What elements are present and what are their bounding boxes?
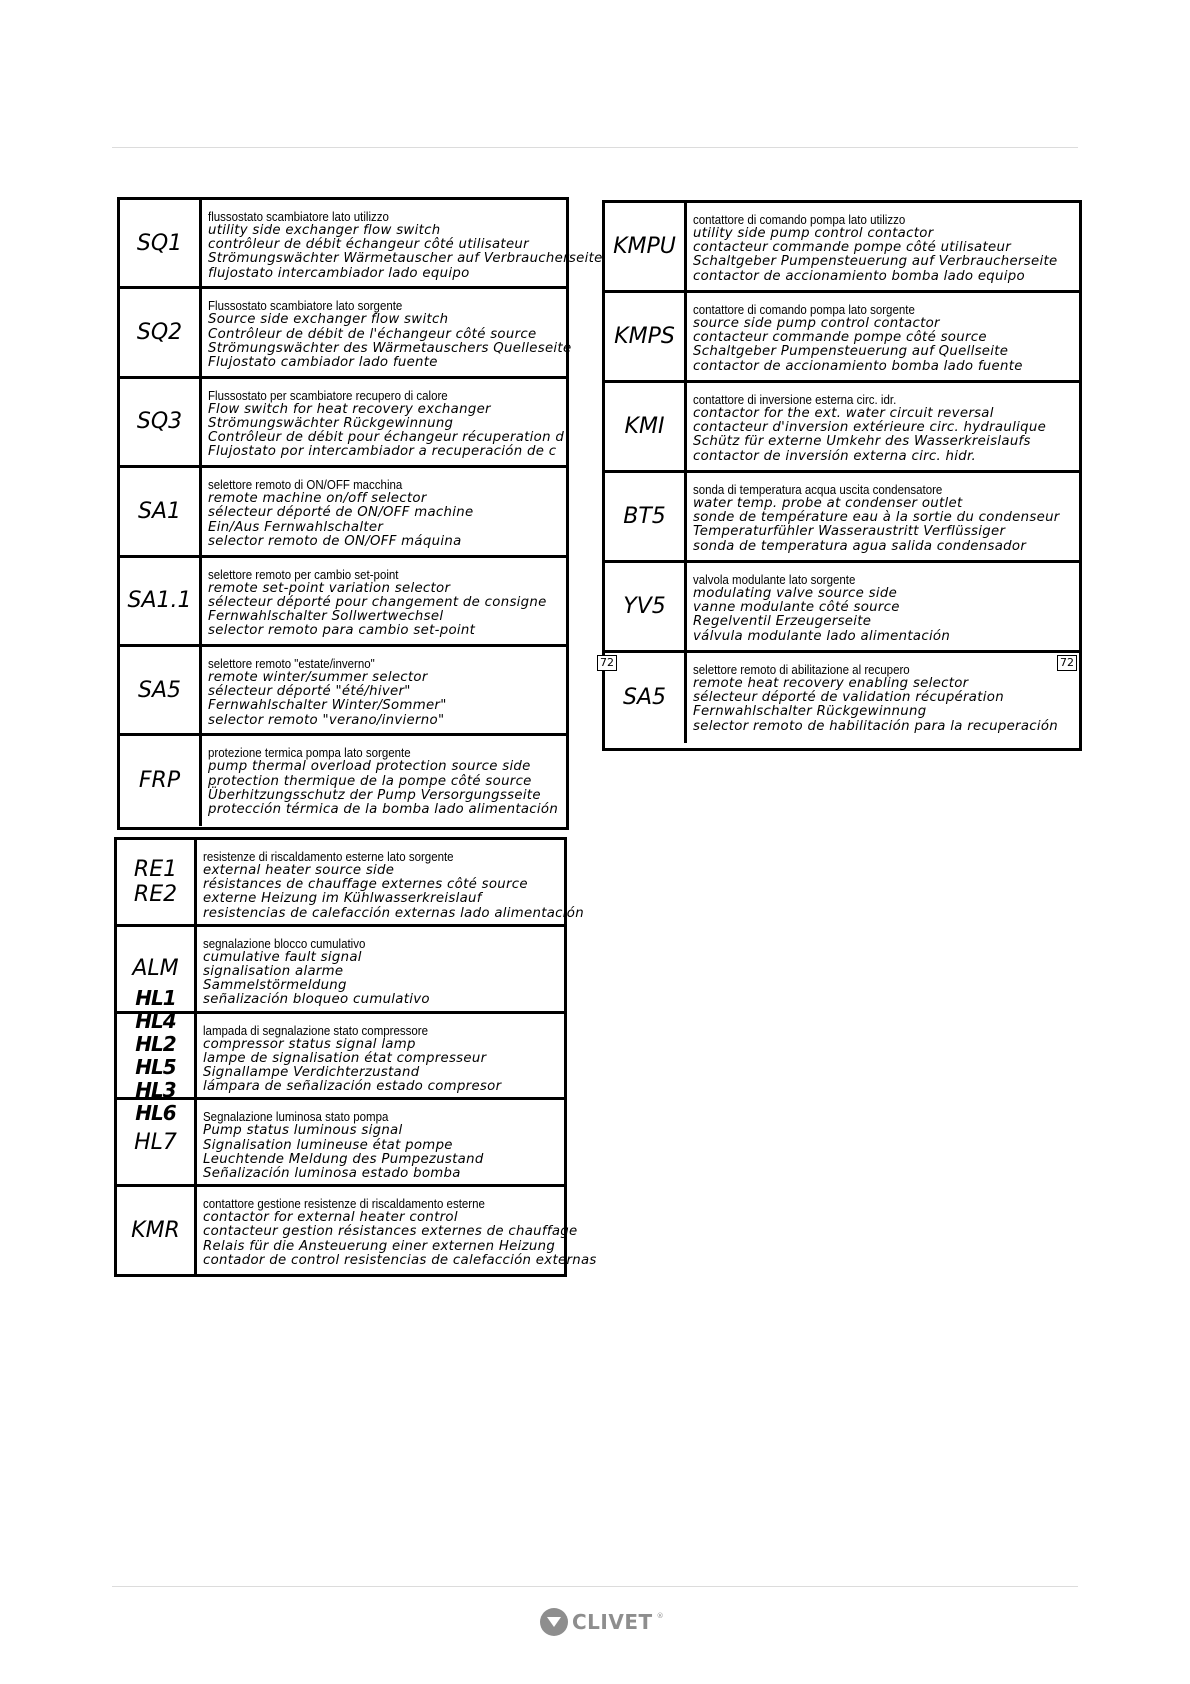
description-translation: sélecteur déporté de ON/OFF machine: [208, 505, 474, 521]
description-translation: selector remoto de habilitación para la recuperación: [693, 718, 1059, 734]
description-italian: Flussostato per scambiatore recupero di calore: [208, 388, 448, 403]
legend-table-right: [602, 200, 1082, 751]
component-code: KMPS: [605, 293, 687, 380]
component-description: [197, 1187, 603, 1274]
description-italian: selettore remoto "estate/inverno": [208, 656, 375, 671]
description-translation: modulating valve source side: [693, 586, 898, 601]
description-translation: Sammelstörmeldung: [203, 978, 347, 994]
description-translation: señalización bloqueo cumulativo: [203, 992, 430, 1008]
description-translation: contactor de accionamiento bomba lado equipo: [693, 268, 1025, 284]
description-translation: Contrôleur de débit pour échangeur récuperation d: [208, 430, 565, 446]
legend-row: [120, 289, 572, 378]
component-description: [197, 1014, 564, 1098]
description-translation: selector remoto para cambio set-point: [208, 623, 476, 639]
component-code: ALM: [117, 927, 197, 1011]
component-description: [687, 203, 1079, 290]
component-description: [202, 200, 609, 286]
description-translation: externe Heizung im Kühlwasserkreislauf: [203, 891, 482, 907]
component-code: SA5: [605, 653, 687, 743]
description-translation: contacteur commande pompe côté source: [693, 330, 987, 346]
component-code: KMPU: [605, 203, 687, 290]
description-translation: remote heat recovery enabling selector: [693, 676, 969, 691]
description-translation: contacteur d'inversion extérieure circ. hydraulique: [693, 420, 1047, 436]
component-description: [202, 468, 566, 554]
description-translation: source side pump control contactor: [693, 316, 940, 331]
component-code: RE1 RE2: [117, 840, 197, 924]
description-translation: contactor for the ext. water circuit reversal: [693, 406, 994, 421]
description-translation: Flujostato cambiador lado fuente: [208, 355, 438, 370]
description-italian: protezione termica pompa lato sorgente: [208, 746, 411, 761]
component-description: [687, 383, 1079, 470]
description-translation: sonde de température eau à la sortie du condenseur: [693, 510, 1060, 526]
description-translation: Strömungswächter Wärmetauscher auf Verbraucherseite: [208, 251, 603, 267]
legend-row: [605, 383, 1079, 473]
description-translation: Contrôleur de débit de l'échangeur côté source: [208, 326, 537, 342]
description-translation: lampe de signalisation état compresseur: [203, 1050, 487, 1066]
description-translation: Strömungswächter Rückgewinnung: [208, 415, 454, 431]
legend-row: [605, 203, 1079, 293]
component-description: [687, 653, 1079, 743]
description-translation: Signallampe Verdichterzustand: [203, 1065, 420, 1080]
description-translation: Temperaturfühler Wasseraustritt Verflüssiger: [693, 524, 1006, 540]
description-translation: Überhitzungsschutz der Pump Versorgungsseite: [208, 787, 541, 803]
description-translation: sélecteur déporté de validation récupération: [693, 690, 1004, 706]
description-italian: Segnalazione luminosa stato pompa: [203, 1110, 389, 1125]
component-code: BT5: [605, 473, 687, 560]
description-translation: Strömungswächter des Wärmetauschers Quelleseite: [208, 340, 572, 356]
description-translation: Regelventil Erzeugerseite: [693, 614, 872, 630]
legend-row: [117, 1187, 597, 1274]
component-description: [687, 293, 1079, 380]
legend-row: [117, 1100, 564, 1187]
component-code: SQ3: [120, 379, 202, 465]
component-code: SA1.1: [120, 558, 202, 644]
description-translation: external heater source side: [203, 863, 395, 878]
brand-name: CLIVET: [572, 1610, 653, 1634]
description-translation: Flujostato por intercambiador a recuperación de c: [208, 444, 557, 460]
component-description: [197, 1100, 564, 1184]
sheet-reference-tag: 72: [1057, 655, 1077, 671]
component-description: [202, 647, 566, 733]
brand-logo: [540, 1608, 664, 1636]
description-translation: selector remoto de ON/OFF máquina: [208, 533, 462, 549]
description-translation: water temp. probe at condenser outlet: [693, 496, 963, 511]
legend-table-left-top: [117, 197, 603, 830]
description-italian: valvola modulante lato sorgente: [693, 573, 856, 587]
description-translation: sonda de temperatura agua salida condensador: [693, 538, 1027, 554]
registered-mark: ®: [656, 1612, 664, 1620]
component-code: SQ1: [120, 200, 202, 286]
description-translation: Ein/Aus Fernwahlschalter: [208, 519, 384, 535]
description-translation: pump thermal overload protection source side: [208, 759, 531, 775]
description-italian: sonda di temperatura acqua uscita condensatore: [693, 483, 943, 497]
component-code: HL7: [117, 1100, 197, 1184]
description-italian: contattore di inversione esterna circ. idr.: [693, 393, 897, 407]
component-code: SA1: [120, 468, 202, 554]
description-translation: Schütz für externe Umkehr des Wasserkreislaufs: [693, 434, 1031, 450]
description-italian: lampada di segnalazione stato compressore: [203, 1023, 429, 1038]
header-rule: [112, 147, 1078, 148]
description-italian: selettore remoto di abilitazione al recupero: [693, 663, 910, 677]
legend-row: [605, 473, 1079, 563]
description-translation: lámpara de señalización estado compresor: [203, 1079, 502, 1095]
sheet-reference-tag: 72: [597, 655, 617, 671]
legend-row: [120, 200, 603, 289]
description-translation: Schaltgeber Pumpensteuerung auf Verbraucherseite: [693, 254, 1058, 270]
description-translation: cumulative fault signal: [203, 949, 362, 965]
description-translation: Leuchtende Meldung des Pumpezustand: [203, 1151, 484, 1167]
description-translation: Relais für die Ansteuerung einer externen Heizung: [203, 1238, 556, 1254]
description-translation: Schaltgeber Pumpensteuerung auf Quellseite: [693, 344, 1009, 360]
description-translation: flujostato intercambiador lado equipo: [208, 265, 470, 281]
description-translation: Signalisation lumineuse état pompe: [203, 1137, 453, 1153]
description-translation: signalisation alarme: [203, 964, 344, 979]
legend-table-left-bottom: [114, 837, 597, 1277]
description-translation: protección térmica de la bomba lado alimentación: [208, 801, 559, 817]
component-code: KMR: [117, 1187, 197, 1274]
description-translation: utility side pump control contactor: [693, 226, 934, 241]
legend-row: [120, 558, 566, 647]
description-italian: contattore di comando pompa lato sorgente: [693, 303, 915, 317]
component-code: YV5: [605, 563, 687, 650]
description-translation: sélecteur déporté pour changement de consigne: [208, 594, 547, 610]
description-italian: selettore remoto di ON/OFF macchina: [208, 478, 403, 493]
description-translation: remote winter/summer selector: [208, 669, 428, 685]
description-translation: vanne modulante côté source: [693, 600, 900, 616]
component-description: [197, 927, 564, 1011]
component-code: SQ2: [120, 289, 202, 375]
description-translation: contacteur gestion résistances externes de chauffage: [203, 1224, 578, 1240]
legend-row: [605, 563, 1079, 653]
description-translation: Fernwahlschalter Winter/Sommer": [208, 698, 447, 714]
description-translation: Fernwahlschalter Rückgewinnung: [693, 704, 927, 720]
legend-row: [600, 653, 1079, 743]
description-translation: sélecteur déporté "été/hiver": [208, 684, 411, 700]
description-italian: Flussostato scambiatore lato sorgente: [208, 299, 403, 314]
description-italian: contattore gestione resistenze di riscaldamento esterne: [203, 1197, 485, 1212]
legend-row: [120, 736, 566, 825]
component-code: KMI: [605, 383, 687, 470]
component-description: [197, 840, 590, 924]
description-translation: résistances de chauffage externes côté source: [203, 877, 528, 893]
description-translation: contactor for external heater control: [203, 1210, 458, 1226]
description-italian: resistenze di riscaldamento esterne lato sorgente: [203, 850, 454, 864]
component-description: [687, 473, 1079, 560]
description-translation: resistencias de calefacción externas lado alimentación: [203, 905, 584, 921]
description-translation: utility side exchanger flow switch: [208, 223, 441, 238]
description-translation: Flow switch for heat recovery exchanger: [208, 401, 491, 417]
component-code: FRP: [120, 736, 202, 825]
description-translation: Fernwahlschalter Sollwertwechsel: [208, 608, 444, 624]
legend-row: [120, 468, 566, 557]
description-translation: contacteur commande pompe côté utilisateur: [693, 240, 1011, 256]
component-description: [202, 289, 577, 375]
description-italian: flussostato scambiatore lato utilizzo: [208, 210, 389, 224]
component-description: [687, 563, 1079, 650]
component-code: HL1 HL4 HL2 HL5 HL3 HL6: [117, 1014, 197, 1098]
description-translation: remote set-point variation selector: [208, 580, 451, 596]
legend-row: [120, 647, 566, 736]
description-translation: selector remoto "verano/invierno": [208, 712, 445, 728]
clivet-logo-icon: [540, 1608, 568, 1636]
description-translation: válvula modulante lado alimentación: [693, 628, 951, 644]
component-description: [202, 558, 566, 644]
description-translation: protection thermique de la pompe côté source: [208, 773, 532, 789]
description-translation: Source side exchanger flow switch: [208, 312, 449, 328]
description-translation: contador de control resistencias de calefacción externas: [203, 1252, 597, 1268]
footer-rule: [112, 1586, 1078, 1587]
component-description: [202, 379, 570, 465]
description-translation: contactor de accionamiento bomba lado fuente: [693, 358, 1023, 374]
component-code: SA5: [120, 647, 202, 733]
description-italian: selettore remoto per cambio set-point: [208, 567, 399, 582]
description-translation: contactor de inversión externa circ. hidr.: [693, 448, 977, 464]
description-translation: compressor status signal lamp: [203, 1036, 416, 1052]
description-translation: contrôleur de débit échangeur côté utilisateur: [208, 237, 529, 253]
component-description: [202, 736, 566, 825]
legend-row: [605, 293, 1079, 383]
description-italian: contattore di comando pompa lato utilizzo: [693, 213, 906, 227]
description-italian: segnalazione blocco cumulativo: [203, 936, 366, 951]
legend-row: [120, 379, 566, 468]
legend-row: [117, 840, 584, 927]
description-translation: Pump status luminous signal: [203, 1123, 403, 1139]
description-translation: Señalización luminosa estado bomba: [203, 1166, 461, 1181]
description-translation: remote machine on/off selector: [208, 491, 427, 507]
